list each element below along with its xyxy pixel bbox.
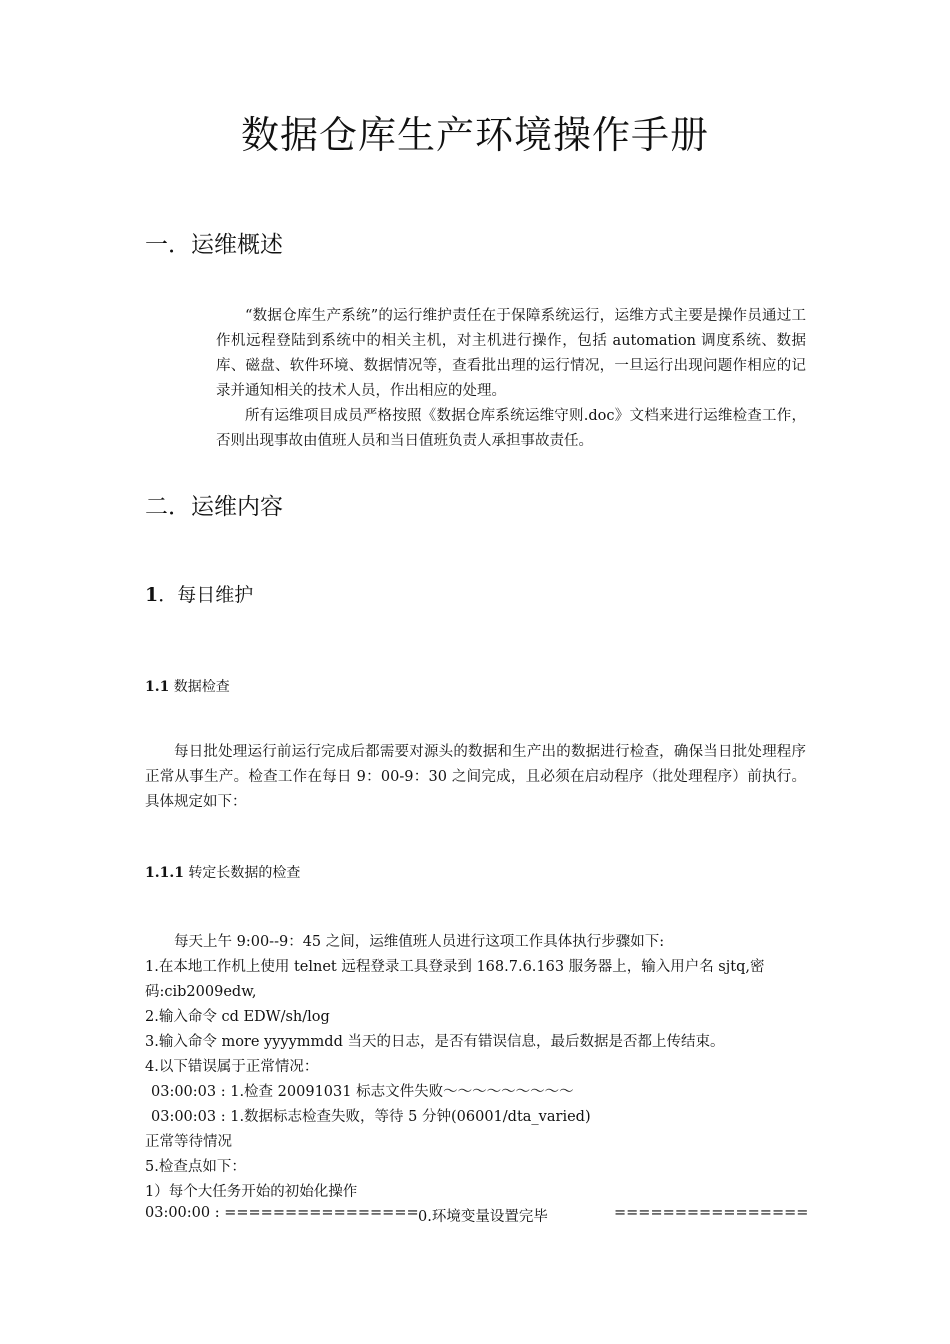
overview-paragraph-2: 所有运维项目成员严格按照《数据仓库系统运维守则.doc》文档来进行运维检查工作，否则出现事故由值班人员和当日值班负责人承担事故责任。 [216, 408, 806, 449]
step-line: 正常等待情况 [145, 1134, 232, 1150]
step-line: 3.输入命令 more yyyymmdd 当天的日志，是否有错误信息，最后数据是否都上传结束。 [145, 1034, 725, 1050]
data-check-paragraph: 每日批处理运行前运行完成后都需要对源头的数据和生产出的数据进行检查，确保当日批处理程序正常从事生产。检查工作在每日 9：00-9：30 之间完成，且必须在启动程序（批处理程序）前执行。具体规定如下： [145, 744, 806, 810]
subsection-number: 1.1 [145, 679, 170, 695]
daily-procedure-paragraph: 每天上午 9:00--9：45 之间，运维值班人员进行这项工作具体执行步骤如下: [174, 934, 665, 950]
subsection-heading-daily [145, 580, 253, 607]
subsection-label: 数据检查 [169, 679, 230, 695]
subsection-heading-data-check [145, 676, 230, 696]
step-line: 码:cib2009edw, [145, 984, 257, 1000]
step-line: 5.检查点如下： [145, 1159, 246, 1175]
log-line: 03:00:03 : 1.检查 20091031 标志文件失败～～～～～～～～～ [151, 1084, 574, 1100]
log-tail: ================ [614, 1205, 809, 1221]
step-line: 1.在本地工作机上使用 telnet 远程登录工具登录到 168.7.6.163 服务器上，输入用户名 sjtq,密 [145, 959, 765, 975]
log-line: 03:00:03 : 1.数据标志检查失败，等待 5 分钟(06001/dta_varied) [151, 1109, 591, 1125]
subsection-number: 1 [145, 584, 159, 606]
subsection-label: ．每日维护 [158, 584, 254, 606]
section-heading-overview: 一．运维概述 [145, 232, 283, 258]
document-title: 数据仓库生产环境操作手册 [240, 113, 709, 157]
log-time: 03:00:00 : ================ [145, 1205, 419, 1221]
subsection-number: 1.1.1 [145, 865, 184, 881]
section-heading-content: 二．运维内容 [145, 494, 283, 520]
overview-paragraph-1: “数据仓库生产系统”的运行维护责任在于保障系统运行，运维方式主要是操作员通过工作机远程登陆到系统中的相关主机，对主机进行操作，包括 automation 调度系统、数据库、磁盘、软件环境、数据情况等，查看批出理的运行情况，一旦运行出现问题作相应的记录并通知相关的技术人员，作出相应的处理。 [216, 308, 806, 399]
subsection-label: 转定长数据的检查 [183, 865, 301, 881]
log-label: 0.环境变量设置完毕 [418, 1209, 548, 1225]
step-line: 1）每个大任务开始的初始化操作 [145, 1184, 358, 1200]
log-line-init [0, 1205, 950, 1230]
step-line: 4.以下错误属于正常情况： [145, 1059, 319, 1075]
step-line: 2.输入命令 cd EDW/sh/log [145, 1009, 330, 1025]
subsection-heading-fixed-length-check [145, 862, 300, 882]
